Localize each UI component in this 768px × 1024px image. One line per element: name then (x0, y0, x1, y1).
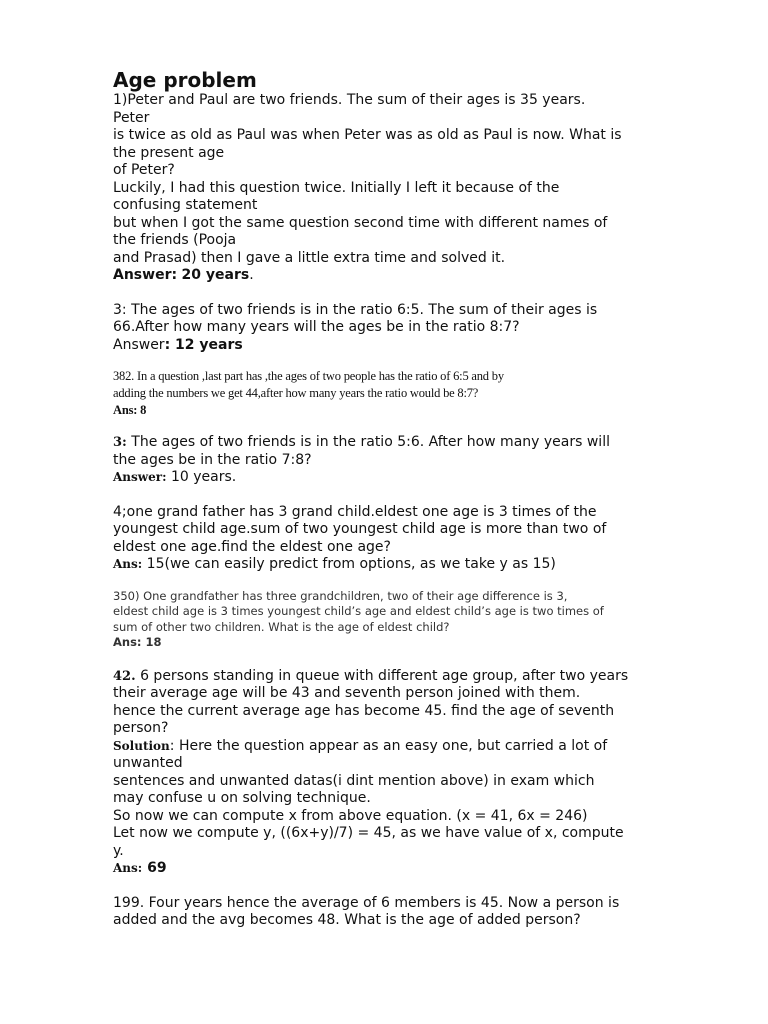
text-line: unwanted (113, 755, 183, 771)
text-line: confusing statement (113, 197, 258, 213)
answer-value: Ans: 18 (113, 635, 162, 649)
text-line: 3: The ages of two friends is in the ratio 6:5. The sum of their ages is (113, 301, 598, 318)
answer-value: Ans: 8 (113, 403, 147, 417)
answer-value: 10 years. (166, 469, 237, 485)
text-line: is twice as old as Paul was when Peter was as old as Paul is now. What is (113, 127, 622, 143)
answer-value: : 12 years (164, 336, 243, 353)
text-line: adding the numbers we get 44,after how many years the ratio would be 8:7? (113, 386, 479, 400)
text-line: their average age will be 43 and seventh person joined with them. (113, 685, 581, 701)
text-line: 66.After how many years will the ages be in the ratio 8:7? (113, 319, 520, 335)
answer-line (113, 556, 655, 574)
answer-line (113, 635, 655, 651)
text-line: So now we can compute x from above equation. (x = 41, 6x = 246) (113, 807, 588, 824)
problem-4 (113, 504, 655, 574)
text-line: sentences and unwanted datas(i dint mention above) in exam which (113, 772, 595, 789)
solution-text: : Here the question appear as an easy one, but carried a lot of (169, 737, 608, 754)
text-line: person? (113, 720, 169, 736)
problem-199 (113, 895, 655, 930)
text-line: 382. In a question ,last part has ,the ages of two people has the ratio of 6:5 and by (113, 369, 504, 383)
problem-350 (113, 589, 655, 651)
problem-text: The ages of two friends is in the ratio 5:6. After how many years will (126, 434, 610, 450)
text-line: the present age (113, 144, 225, 161)
text-line (113, 738, 655, 756)
problem-382 (113, 368, 655, 419)
text-line: the friends (Pooja (113, 232, 237, 248)
text-line: Peter (113, 109, 150, 126)
answer-label: Ans: (113, 557, 143, 571)
text-line: youngest child age.sum of two youngest child age is more than two of (113, 521, 607, 537)
problem-1 (113, 92, 655, 285)
text-line: eldest child age is 3 times youngest child’s age and eldest child’s age is two times of (113, 604, 604, 618)
answer-line (113, 337, 655, 355)
text-line: 199. Four years hence the average of 6 members is 45. Now a person is (113, 894, 620, 911)
text-line: 4;one grand father has 3 grand child.eldest one age is 3 times of the (113, 503, 597, 520)
text-line: added and the avg becomes 48. What is the age of added person? (113, 912, 581, 928)
text-line: 350) One grandfather has three grandchildren, two of their age difference is 3, (113, 588, 568, 603)
answer-line (113, 469, 655, 487)
text-line: may confuse u on solving technique. (113, 790, 371, 806)
text-line: Let now we compute y, ((6x+y)/7) = 45, as we have value of x, compute (113, 825, 624, 841)
text-line (113, 668, 655, 686)
problem-text: 6 persons standing in queue with different age group, after two years (135, 667, 629, 684)
text-line: the ages be in the ratio 7:8? (113, 451, 312, 468)
solution-label: Solution (113, 738, 170, 753)
answer-value: 69 (142, 860, 167, 876)
text-line: sum of other two children. What is the age of eldest child? (113, 619, 450, 634)
answer-value: 20 years (181, 267, 250, 283)
answer-line (113, 860, 655, 878)
problem-number: 42. (113, 668, 136, 684)
answer-line (113, 267, 655, 285)
text-line: Luckily, I had this question twice. Initially I left it because of the (113, 179, 560, 196)
problem-number: 3: (113, 435, 127, 450)
text-line: 1)Peter and Paul are two friends. The sum of their ages is 35 years. (113, 92, 586, 108)
problem-3 (113, 434, 655, 487)
answer-label: Answer: (113, 470, 167, 484)
answer-value: 15(we can easily predict from options, as we take y as 15) (142, 556, 556, 572)
text-line (113, 434, 655, 452)
answer-label: Answer: (113, 267, 178, 283)
text-line: y. (113, 842, 124, 859)
answer-label: Ans: (113, 861, 143, 875)
page-title: Age problem (113, 68, 257, 92)
text-line: hence the current average age has become 45. find the age of seventh (113, 702, 615, 719)
problem-2 (113, 302, 655, 355)
answer-line (113, 402, 655, 419)
text-line: and Prasad) then I gave a little extra time and solved it. (113, 249, 506, 266)
text-line: of Peter? (113, 162, 175, 178)
problem-42 (113, 668, 655, 878)
answer-tail: . (249, 267, 254, 283)
text-line: but when I got the same question second time with different names of (113, 214, 608, 231)
answer-label: Answer (113, 336, 165, 353)
document-page (113, 68, 655, 930)
text-line: eldest one age.find the eldest one age? (113, 538, 391, 555)
